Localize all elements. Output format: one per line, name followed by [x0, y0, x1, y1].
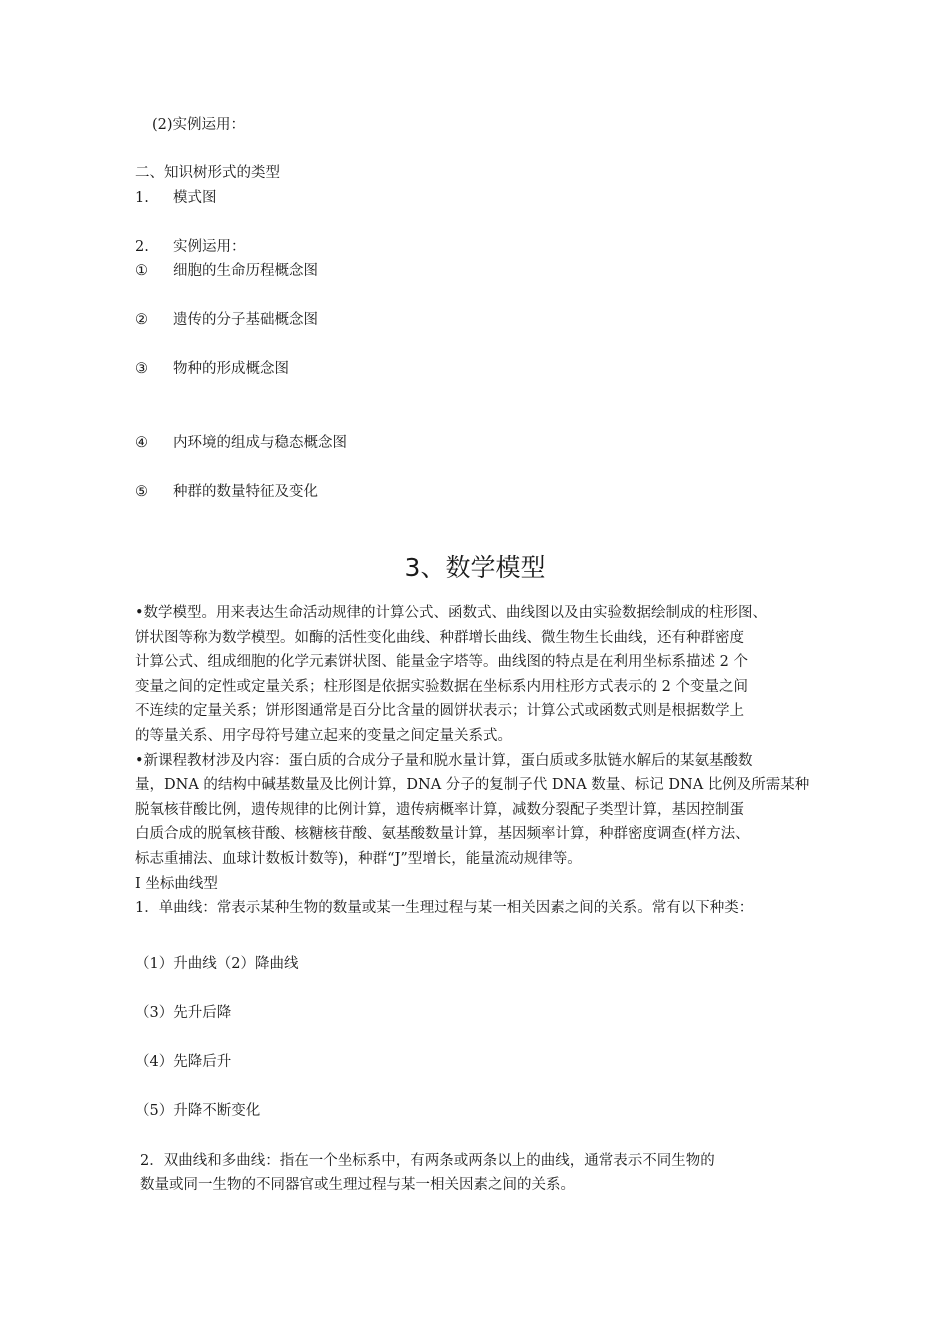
item-text: 模式图 [173, 190, 217, 206]
curve-type: （3）先升后降 [135, 1005, 232, 1021]
text-line: 2．双曲线和多曲线：指在一个坐标系中，有两条或两条以上的曲线，通常表示不同生物的 [140, 1153, 715, 1169]
item-number: 1. [135, 190, 149, 206]
item-number: ① [135, 263, 148, 279]
list-item [135, 359, 289, 379]
item-number: 2. [135, 239, 149, 255]
curve-type: （4）先降后升 [135, 1054, 232, 1070]
item-text: 种群的数量特征及变化 [173, 484, 318, 500]
item-text: 遗传的分子基础概念图 [173, 312, 318, 328]
text-line: 饼状图等称为数学模型。如酶的活性变化曲线、种群增长曲线、微生物生长曲线，还有种群密度 [135, 629, 744, 646]
paragraph-math-model [135, 601, 835, 921]
item-number: ⑤ [135, 484, 148, 500]
text-line: 数量或同一生物的不同器官或生理过程与某一相关因素之间的关系。 [140, 1177, 575, 1193]
text-line: 标志重捕法、血球计数板计数等)，种群“J”型增长，能量流动规律等。 [135, 850, 582, 867]
text-line: 脱氧核苷酸比例，遗传规律的比例计算，遗传病概率计算，减数分裂配子类型计算，基因控制蛋 [135, 801, 744, 818]
item-text: 物种的形成概念图 [173, 361, 289, 377]
text-line: 计算公式、组成细胞的化学元素饼状图、能量金字塔等。曲线图的特点是在利用坐标系描述 2 个 [135, 654, 748, 671]
text-line: 白质合成的脱氧核苷酸、核糖核苷酸、氨基酸数量计算，基因频率计算，种群密度调查(样方法、 [135, 826, 750, 843]
text-line: •新课程教材涉及内容：蛋白质的合成分子量和脱水量计算，蛋白质或多肽链水解后的某氨基酸数 [135, 752, 753, 769]
text-line: 的等量关系、用字母符号建立起来的变量之间定量关系式。 [135, 727, 512, 744]
list-item [135, 188, 217, 208]
curve-type: （5）升降不断变化 [135, 1103, 261, 1119]
curve-type: （1）升曲线（2）降曲线 [135, 956, 299, 972]
list-item [135, 237, 246, 257]
example-use-2: (2)实例运用： [152, 117, 246, 133]
list-item [135, 310, 318, 330]
text-line: •数学模型。用来表达生命活动规律的计算公式、函数式、曲线图以及由实验数据绘制成的柱形图、 [135, 605, 768, 621]
list-item [135, 482, 318, 502]
subheading: I 坐标曲线型 [135, 875, 218, 892]
section2-heading: 二、知识树形式的类型 [135, 165, 280, 181]
item-number: ④ [135, 435, 148, 451]
item-text: 细胞的生命历程概念图 [173, 263, 318, 279]
text-line: 1．单曲线：常表示某种生物的数量或某一生理过程与某一相关因素之间的关系。常有以下种类： [135, 900, 754, 917]
item-number: ③ [135, 361, 148, 377]
list-item [135, 261, 318, 281]
section3-title: 3、数学模型 [404, 553, 546, 582]
text-line: 量，DNA 的结构中碱基数量及比例计算，DNA 分子的复制子代 DNA 数量、标记 DNA 比例及所需某种 [135, 777, 810, 794]
text-line: 不连续的定量关系；饼形图通常是百分比含量的圆饼状表示；计算公式或函数式则是根据数学上 [135, 703, 744, 720]
item-number: ② [135, 312, 148, 328]
list-item [135, 433, 347, 453]
item-text: 实例运用： [173, 239, 246, 255]
item-text: 内环境的组成与稳态概念图 [173, 435, 347, 451]
text-line: 变量之间的定性或定量关系；柱形图是依据实验数据在坐标系内用柱形方式表示的 2 个变量之间 [135, 678, 748, 695]
